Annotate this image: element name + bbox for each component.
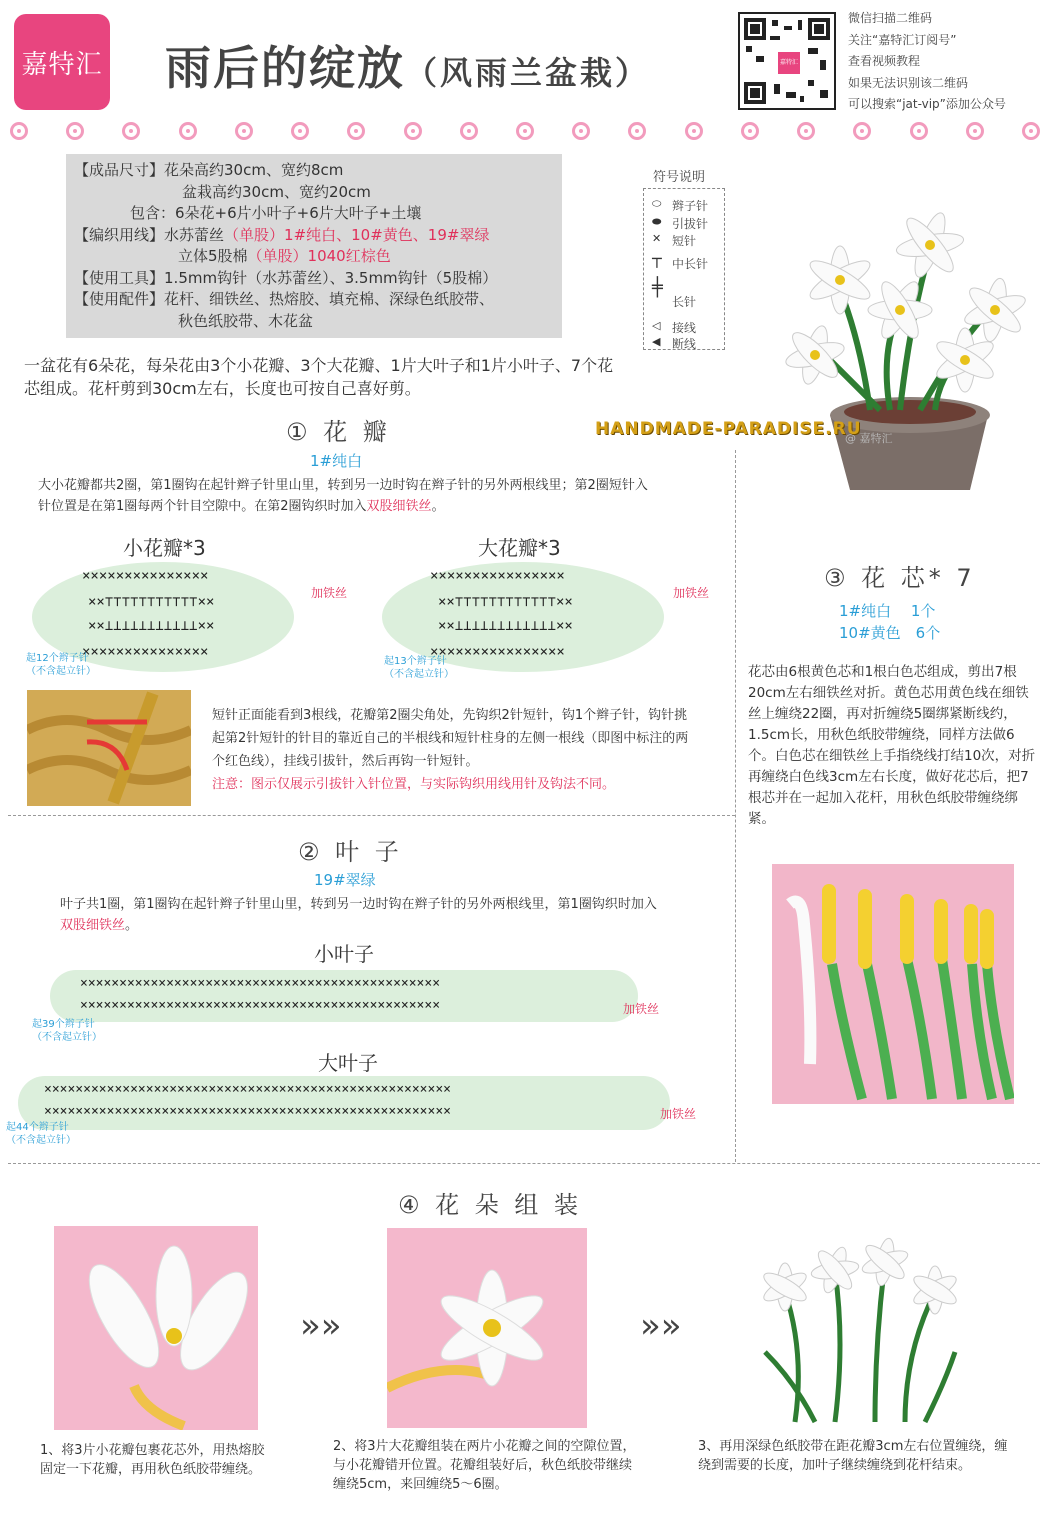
legend-item: 引拔针 — [672, 217, 709, 231]
qr-instructions — [848, 8, 1006, 116]
single-crochet-icon: ✕ — [652, 232, 662, 245]
small-leaf-row-bottom: ×××××××××××××××××××××××××××××××××××××××××××××× — [80, 998, 441, 1013]
large-petal-row-top: ×××××××××××××××× — [430, 568, 565, 584]
legend-item: 断线 — [672, 337, 697, 351]
small-petal-title: 小花瓣*3 — [123, 536, 206, 560]
small-petal-note: 起12个辫子针 （不含起立针） — [26, 653, 96, 677]
swirl-divider — [10, 122, 1040, 142]
spec-row: 【使用工具】1.5mm钩针（水苏蕾丝）、3.5mm钩针（5股棉） — [74, 268, 498, 287]
watermark: @ 嘉特汇 — [845, 432, 893, 445]
swirl-ornament-icon — [347, 122, 365, 140]
assembly-step-1: 1、将3片小花瓣包裹花芯外，用热熔胶固定一下花瓣，再用秋色纸胶带缠绕。 — [40, 1443, 265, 1477]
page-title — [165, 32, 650, 98]
symbol-legend — [643, 188, 725, 350]
swirl-ornament-icon — [1022, 122, 1040, 140]
wire-label: 加铁丝 — [311, 586, 348, 600]
petal-description: 大小花瓣都共2圈，第1圈钩在起针辫子针里山里，转到另一边时钩在辫子针的另外两根线里；第2圈短针入针位置是在第1圈每两个针目空隙中。在第2圈钩织时加入双股细铁丝。 — [38, 478, 648, 514]
title-main: 雨后的绽放 — [165, 41, 405, 95]
section-divider — [8, 815, 735, 816]
swirl-ornament-icon — [460, 122, 478, 140]
half-double-icon: ┬ — [652, 249, 662, 268]
core-yarn-white: 1#纯白 1个 — [839, 602, 936, 620]
swirl-ornament-icon — [122, 122, 140, 140]
swirl-ornament-icon — [404, 122, 422, 140]
hero-photo — [760, 200, 1040, 495]
swirl-ornament-icon — [741, 122, 759, 140]
spec-row: 【使用配件】花杆、细铁丝、热熔胶、填充棉、深绿色纸胶带、 — [74, 290, 495, 308]
qr-center-logo: 嘉特汇 — [776, 50, 802, 76]
stitch-description: 短针正面能看到3根线，花瓣第2圈尖角处，先钩织2针短针，钩1个辫子针，钩针挑起第2针短针的针目的靠近自己的半根线和短针柱身的左侧一根线（即图中标注的两个红色线），挂线引拔针，然后再钩一针短针。 — [212, 708, 689, 769]
fasten-off-icon: ◀ — [652, 335, 661, 348]
small-leaf-row-top: ×××××××××××××××××××××××××××××××××××××××××××××× — [80, 976, 441, 991]
large-petal-row-base: ××⊥⊥⊥⊥⊥⊥⊥⊥⊥⊥⊥⊥×× — [438, 618, 573, 634]
small-petal-row-bottom: ××××××××××××××× — [82, 644, 209, 660]
swirl-ornament-icon — [685, 122, 703, 140]
core-description: 花芯由6根黄色芯和1根白色芯组成，剪出7根20cm左右细铁丝对折。黄色芯用黄色线在细铁丝上缠绕22圈，再对折缠绕5圈绑紧断线约，1.5cm长，用秋色纸胶带缠绕，同样方法做6个。白色芯在细铁丝上手指绕线打结10次，对折再缠绕白色线3cm左右长度，做好花芯后，把7根芯并在一起加入花杆，用秋色纸胶带缠绕绑紧。 — [748, 664, 1036, 827]
small-leaf-note: 起39个辫子针 （不含起立针） — [32, 1019, 102, 1043]
spec-row: 秋色纸胶带、木花盆 — [178, 311, 314, 330]
stitch-photo — [27, 690, 191, 806]
spec-row: 立体5股棉（单股）1040红棕色 — [178, 247, 391, 265]
swirl-ornament-icon — [179, 122, 197, 140]
leaf-section-title: ② 叶 子 — [298, 838, 403, 866]
large-petal-row-chain: ××⊤⊤⊤⊤⊤⊤⊤⊤⊤⊤⊤⊤×× — [438, 594, 573, 610]
swirl-ornament-icon — [235, 122, 253, 140]
qr-code — [738, 12, 836, 110]
small-petal-row-top: ××××××××××××××× — [82, 568, 209, 584]
large-leaf-row-bottom: ×××××××××××××××××××××××××××××××××××××××××××××××××××× — [44, 1104, 451, 1119]
petal-section-title: ① 花 瓣 — [286, 418, 391, 446]
legend-item: 接线 — [672, 321, 697, 335]
qr-line: 微信扫描二维码 — [848, 11, 933, 25]
brand-name: 嘉特汇 — [21, 49, 103, 80]
wire-label: 加铁丝 — [660, 1107, 697, 1121]
swirl-ornament-icon — [572, 122, 590, 140]
qr-line: 如果无法识别该二维码 — [848, 75, 969, 90]
join-icon: ◁ — [652, 319, 661, 332]
qr-line: 关注“嘉特汇订阅号” — [848, 32, 957, 47]
slip-stitch-icon: ⬬ — [652, 215, 662, 228]
assembly-step-2: 2、将3片大花瓣组装在两片小花瓣之间的空隙位置，与小花瓣错开位置。花瓣组装好后，秋色纸胶带继续缠绕5cm，来回缠绕5～6圈。 — [333, 1439, 636, 1492]
wire-label: 加铁丝 — [673, 586, 710, 600]
brand-logo — [14, 14, 110, 110]
large-petal-note: 起13个辫子针 （不含起立针） — [384, 656, 454, 680]
leaf-yarn: 19#翠绿 — [314, 871, 376, 889]
section-divider — [8, 1163, 1040, 1164]
site-watermark: HANDMADE-PARADISE.RU — [595, 419, 862, 439]
spec-row: 【成品尺寸】花朵高约30cm、宽约8cm — [74, 161, 344, 179]
spec-row: 盆栽高约30cm、宽约20cm — [182, 182, 371, 201]
swirl-ornament-icon — [10, 122, 28, 140]
swirl-ornament-icon — [291, 122, 309, 140]
assembly-section-title: ④ 花 朵 组 装 — [398, 1191, 583, 1219]
assembly-photo-2 — [387, 1228, 587, 1428]
legend-item: 中长针 — [672, 257, 709, 271]
swirl-ornament-icon — [966, 122, 984, 140]
small-petal-row-chain: ××⊤⊤⊤⊤⊤⊤⊤⊤⊤⊤⊤×× — [88, 594, 215, 610]
assembly-photo-1 — [54, 1226, 258, 1430]
swirl-ornament-icon — [66, 122, 84, 140]
legend-item: 辫子针 — [672, 199, 709, 213]
swirl-ornament-icon — [853, 122, 871, 140]
legend-item: 短针 — [672, 234, 697, 248]
swirl-ornament-icon — [910, 122, 928, 140]
spec-row: 【编织用线】水苏蕾丝（单股）1#纯白、10#黄色、19#翠绿 — [74, 225, 490, 244]
petal-yarn: 1#纯白 — [310, 452, 363, 470]
core-yarn-yellow: 10#黄色 6个 — [839, 624, 941, 642]
leaf-description: 叶子共1圈，第1圈钩在起针辫子针里山里，转到另一边时钩在辫子针的另外两根线里，第1圈钩织时加入双股细铁丝。 — [60, 897, 657, 933]
qr-line: 查看视频教程 — [848, 54, 921, 68]
swirl-ornament-icon — [516, 122, 534, 140]
stitch-note: 注意：图示仅展示引拔针入针位置，与实际钩织用线用针及钩法不同。 — [212, 777, 616, 792]
spec-row: 包含：6朵花+6片小叶子+6片大叶子+土壤 — [130, 204, 422, 222]
chain-symbol-icon: ⬭ — [652, 197, 662, 210]
swirl-ornament-icon — [797, 122, 815, 140]
legend-item: 长针 — [672, 295, 697, 309]
spec-box — [66, 154, 562, 338]
next-arrow-icon: »» — [640, 1306, 682, 1346]
assembly-photo-3 — [735, 1232, 975, 1428]
small-petal-row-base: ××⊥⊥⊥⊥⊥⊥⊥⊥⊥⊥⊥×× — [88, 618, 215, 634]
core-section-title: ③ 花 芯* 7 — [824, 564, 976, 592]
double-crochet-icon: ╪ — [652, 277, 663, 298]
title-sub: （风雨兰盆栽） — [405, 54, 651, 92]
qr-line: 可以搜索“jat-vip”添加公众号 — [848, 97, 1006, 111]
swirl-ornament-icon — [628, 122, 646, 140]
large-leaf-title: 大叶子 — [318, 1051, 378, 1075]
large-leaf-note: 起44个辫子针 （不含起立针） — [6, 1122, 76, 1146]
large-petal-row-bottom: ×××××××××××××××× — [430, 644, 565, 660]
assembly-step-3: 3、再用深绿色纸胶带在距花瓣3cm左右位置缠绕，缠绕到需要的长度，加叶子继续缠绕到花杆结束。 — [698, 1439, 1008, 1473]
column-divider — [735, 450, 736, 1162]
next-arrow-icon: »» — [300, 1306, 342, 1346]
large-petal-title: 大花瓣*3 — [478, 536, 561, 560]
intro-text: 一盆花有6朵花，每朵花由3个小花瓣、3个大花瓣、1片大叶子和1片小叶子、7个花芯组成。花杆剪到30cm左右，长度也可按自己喜好剪。 — [24, 356, 614, 398]
wire-label: 加铁丝 — [623, 1002, 660, 1016]
core-photo — [772, 864, 1014, 1104]
legend-title: 符号说明 — [653, 170, 706, 185]
large-leaf-row-top: ×××××××××××××××××××××××××××××××××××××××××××××××××××× — [44, 1082, 451, 1097]
small-leaf-title: 小叶子 — [314, 942, 374, 966]
